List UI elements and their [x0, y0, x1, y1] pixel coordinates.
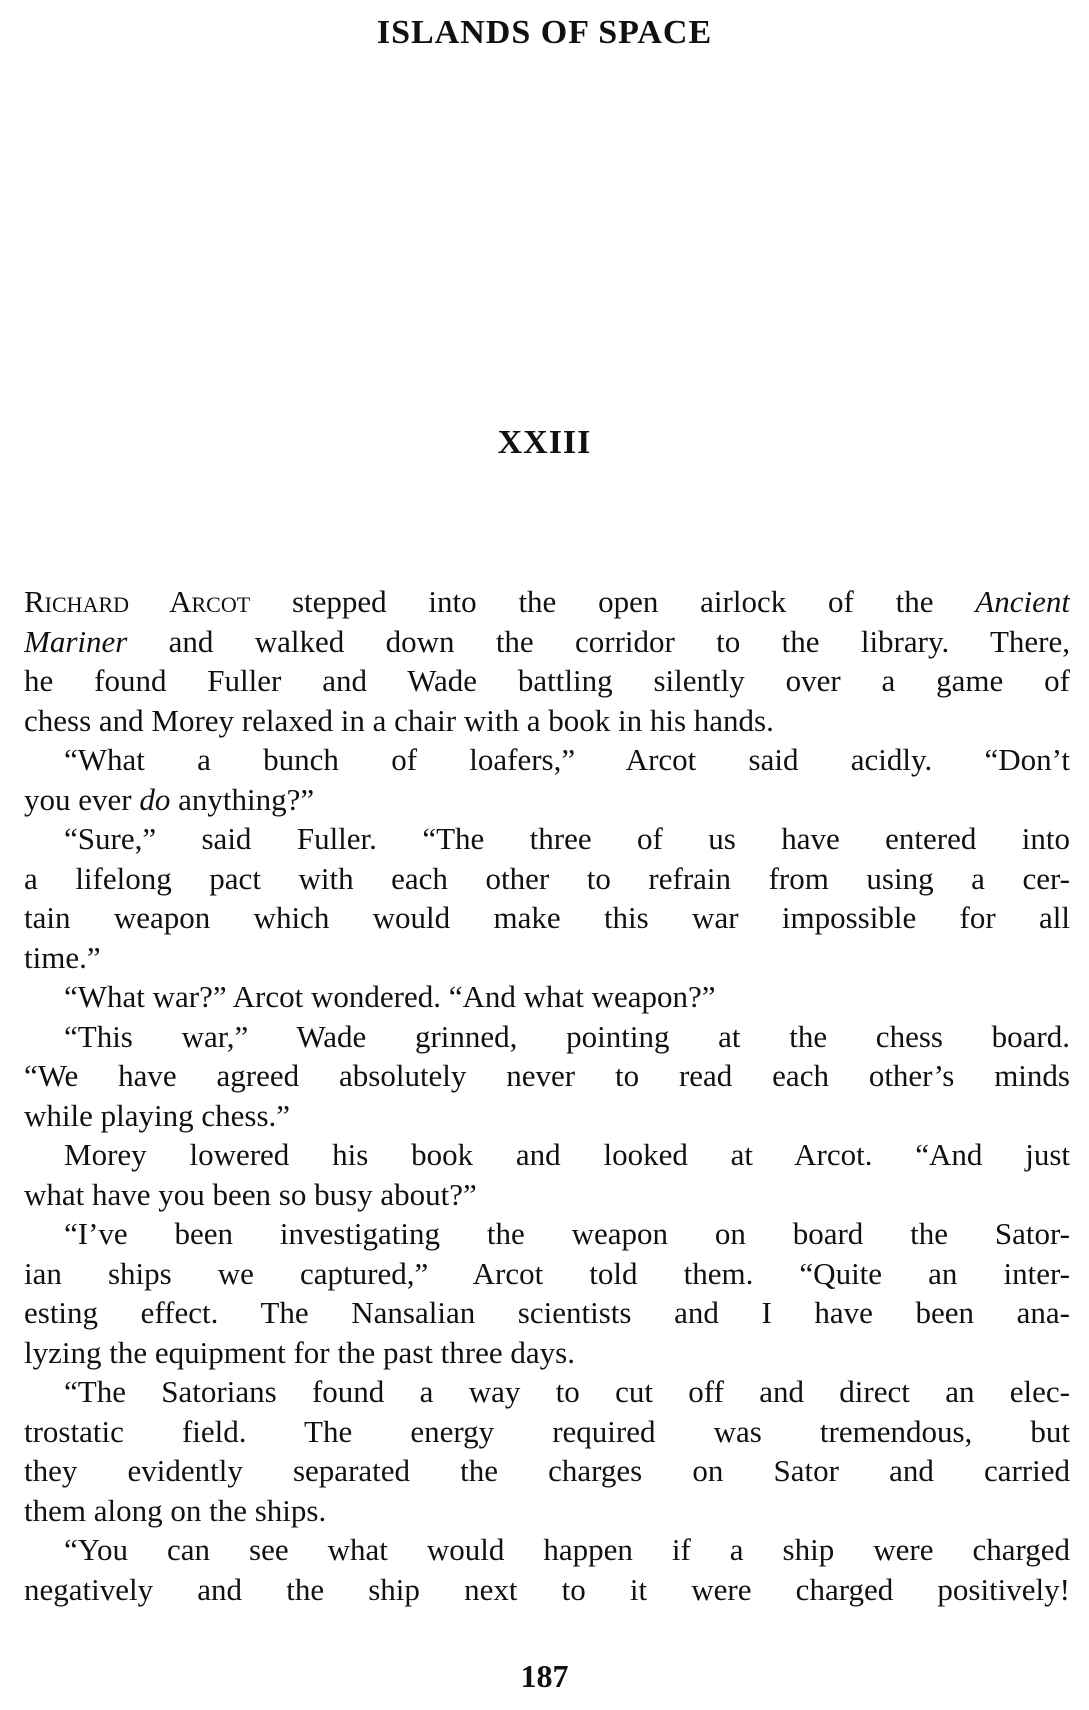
text-segment: and walked down the corridor to the library. There,	[127, 623, 1070, 659]
text-segment: a lifelong pact with each other to refrain from using a cer-	[24, 860, 1070, 896]
text-line	[24, 780, 1070, 820]
text-line	[24, 1530, 1070, 1570]
small-caps-text: Richard Arcot	[24, 584, 251, 619]
text-segment: they evidently separated the charges on Sator and carried	[24, 1453, 1070, 1488]
text-line	[24, 898, 1070, 938]
text-line	[24, 859, 1070, 899]
text-line	[24, 1175, 1070, 1215]
text-line	[24, 938, 1070, 978]
text-segment: you ever	[24, 781, 140, 817]
page-number: 187	[520, 1658, 569, 1694]
text-segment: he found Fuller and Wade battling silently over a game of	[24, 663, 1070, 698]
chapter-number: XXIII	[497, 424, 592, 461]
text-segment: “I’ve been investigating the weapon on board the Sator-	[64, 1216, 1070, 1251]
text-line	[24, 701, 1070, 741]
text-line	[24, 1017, 1070, 1057]
text-segment: trostatic field. The energy required was tremendous, but	[24, 1413, 1070, 1449]
text-segment: negatively and the ship next to it were charged positively!	[24, 1571, 1070, 1607]
text-segment: Morey lowered his book and looked at Arcot. “And just	[64, 1137, 1070, 1172]
text-segment: them along on the ships.	[24, 1492, 327, 1528]
text-segment: chess and Morey relaxed in a chair with a book in his hands.	[24, 702, 774, 738]
text-line	[24, 1293, 1070, 1333]
italic-text: Mariner	[24, 623, 128, 659]
text-segment: while playing chess.”	[24, 1097, 291, 1133]
text-line	[24, 661, 1070, 701]
text-line	[24, 1491, 1070, 1531]
text-line	[24, 582, 1070, 622]
text-line	[24, 819, 1070, 859]
text-segment: “Sure,” said Fuller. “The three of us have entered into	[64, 821, 1070, 856]
chapter-body-text	[24, 582, 1070, 1609]
text-line	[24, 1135, 1070, 1175]
italic-text: Ancient	[975, 584, 1070, 619]
text-segment: stepped into the open airlock of the	[250, 584, 976, 619]
text-line	[24, 1254, 1070, 1294]
text-segment: lyzing the equipment for the past three days.	[24, 1334, 575, 1370]
text-line	[24, 1570, 1070, 1610]
text-line	[24, 740, 1070, 780]
text-segment: esting effect. The Nansalian scientists and I have been ana-	[24, 1295, 1070, 1330]
text-line	[24, 1333, 1070, 1373]
text-segment: time.”	[24, 939, 101, 975]
text-line	[24, 1451, 1070, 1491]
text-segment: anything?”	[170, 781, 315, 817]
text-segment: ian ships we captured,” Arcot told them. “Quite an inter-	[24, 1255, 1070, 1291]
text-segment: “What war?” Arcot wondered. “And what weapon?”	[64, 979, 716, 1014]
text-line	[24, 1214, 1070, 1254]
text-segment: what have you been so busy about?”	[24, 1176, 477, 1212]
text-line	[24, 1096, 1070, 1136]
text-segment: “This war,” Wade grinned, pointing at the chess board.	[64, 1018, 1070, 1054]
text-segment: tain weapon which would make this war impossible for all	[24, 900, 1070, 935]
text-line	[24, 1412, 1070, 1452]
text-line	[24, 1372, 1070, 1412]
text-line	[24, 622, 1070, 662]
text-segment: “We have agreed absolutely never to read each other’s minds	[24, 1058, 1070, 1093]
text-segment: “You can see what would happen if a ship were charged	[64, 1532, 1070, 1567]
text-line	[24, 1056, 1070, 1096]
text-segment: “The Satorians found a way to cut off and direct an elec-	[64, 1374, 1070, 1409]
running-head-title: ISLANDS OF SPACE	[376, 14, 713, 51]
text-line	[24, 977, 1070, 1017]
italic-text: do	[139, 781, 171, 817]
text-segment: “What a bunch of loafers,” Arcot said acidly. “Don’t	[64, 742, 1070, 777]
